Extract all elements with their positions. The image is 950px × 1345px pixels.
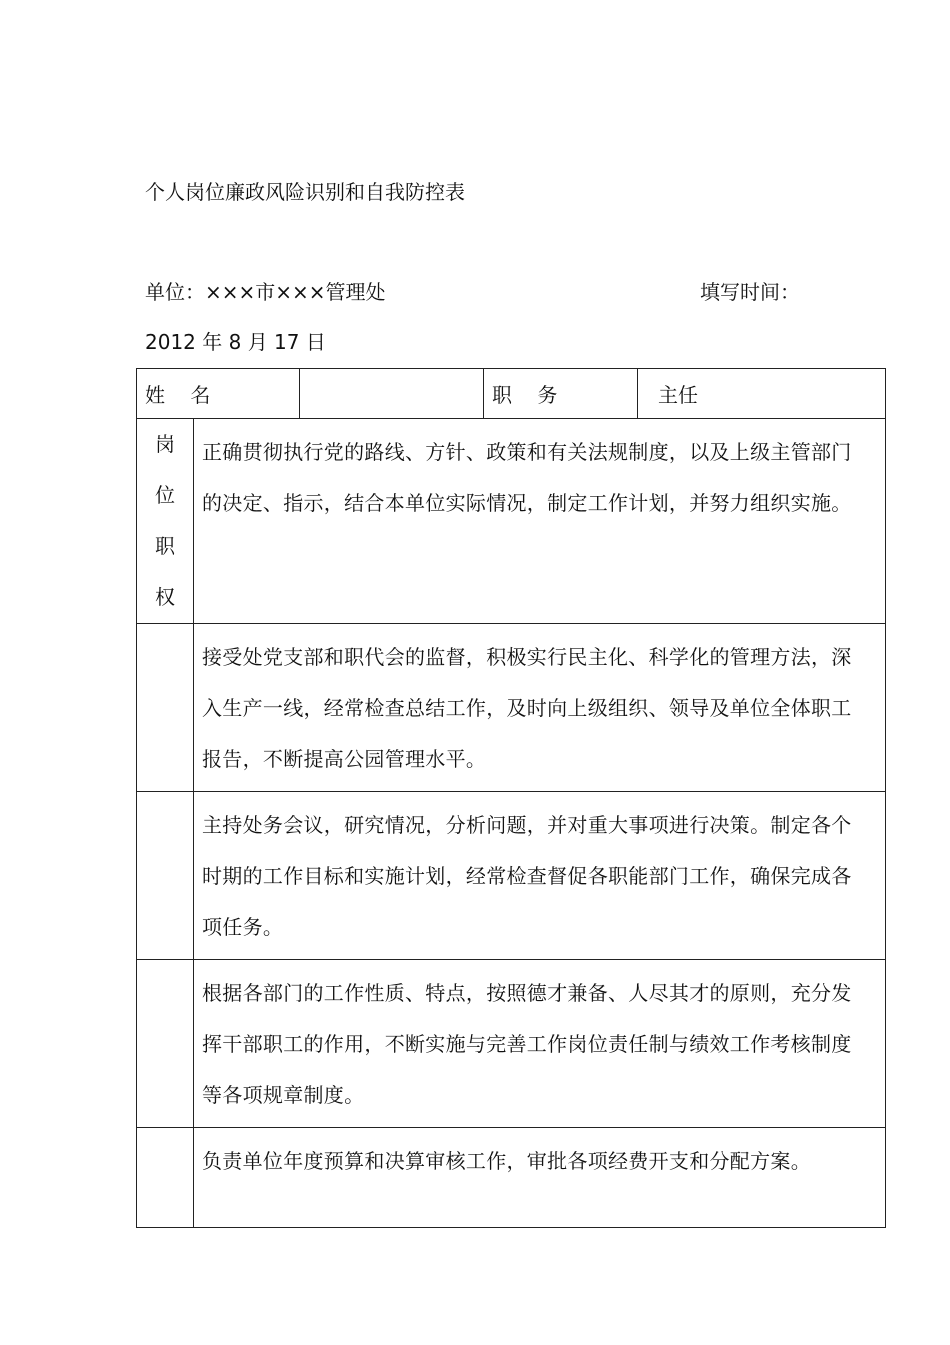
name-value — [300, 369, 484, 419]
name-label: 姓 名 — [137, 369, 300, 419]
section-label-char: 位 — [155, 483, 175, 507]
duty-row — [137, 624, 886, 792]
document-title: 个人岗位廉政风险识别和自我防控表 — [145, 180, 465, 204]
section-label-char: 岗 — [155, 432, 175, 456]
duty-text: 正确贯彻执行党的路线、方针、政策和有关法规制度，以及上级主管部门的决定、指示，结合本单位实际情况，制定工作计划，并努力组织实施。 — [194, 419, 886, 624]
section-label — [137, 419, 194, 624]
section-label-empty — [137, 960, 194, 1128]
duty-text: 根据各部门的工作性质、特点，按照德才兼备、人尽其才的原则，充分发挥干部职工的作用，不断实施与完善工作岗位责任制与绩效工作考核制度等各项规章制度。 — [194, 960, 886, 1128]
fill-date: 2012 年 8 月 17 日 — [145, 330, 326, 354]
duty-text: 接受处党支部和职代会的监督，积极实行民主化、科学化的管理方法，深入生产一线，经常检查总结工作，及时向上级组织、领导及单位全体职工报告，不断提高公园管理水平。 — [194, 624, 886, 792]
position-value: 主任 — [638, 369, 886, 419]
section-label-char: 权 — [155, 585, 175, 609]
duty-row — [137, 960, 886, 1128]
duty-row — [137, 1128, 886, 1228]
duty-row — [137, 419, 886, 624]
fill-time-label: 填写时间： — [700, 280, 800, 304]
header-row — [137, 369, 886, 419]
section-label-empty — [137, 792, 194, 960]
duty-text: 负责单位年度预算和决算审核工作，审批各项经费开支和分配方案。 — [194, 1128, 886, 1228]
duty-row — [137, 792, 886, 960]
position-label: 职 务 — [484, 369, 638, 419]
duty-table — [136, 368, 886, 1228]
section-label-empty — [137, 624, 194, 792]
section-label-char: 职 — [155, 534, 175, 558]
unit-line: 单位：×××市×××管理处 — [145, 280, 386, 304]
section-label-empty — [137, 1128, 194, 1228]
duty-text: 主持处务会议，研究情况，分析问题，并对重大事项进行决策。制定各个时期的工作目标和实施计划，经常检查督促各职能部门工作，确保完成各项任务。 — [194, 792, 886, 960]
